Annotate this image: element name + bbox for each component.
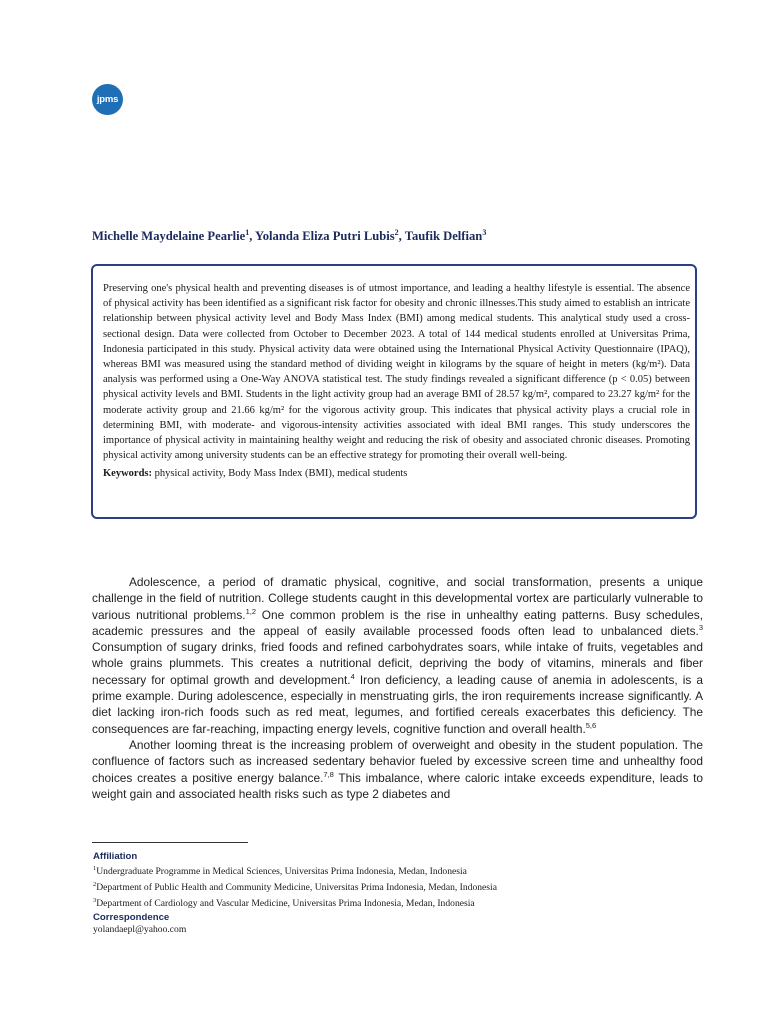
keywords-text: physical activity, Body Mass Index (BMI), medical students [154, 468, 408, 480]
citation-marker: 7,8 [323, 769, 334, 779]
body-text-run: Consumption of sugary drinks, fried foods and refined carbohydrates soars, while intake of fruits, vegetables and whole grains plummets. This creates a nutritional deficit, depriving the body of vitamins, minerals and fiber necessary for optimal growth and development. [92, 640, 703, 687]
author-affiliation-marker: 1 [245, 228, 250, 237]
footnote-divider [92, 842, 248, 843]
affiliation-text: Department of Cardiology and Vascular Medicine, Universitas Prima Indonesia, Medan, Indonesia [96, 897, 475, 909]
journal-logo [92, 84, 123, 115]
body-paragraph [92, 737, 703, 802]
author-name: Michelle Maydelaine Pearlie [92, 229, 246, 244]
body-text-run: Adolescence, a period of dramatic physical, cognitive, and social transformation, presents a unique challenge in the field of nutrition. College students caught in this developmental vortex are particularly vulnerable to various nutritional problems. [92, 575, 703, 622]
correspondence-heading: Correspondence [93, 912, 170, 923]
citation-marker: 3 [698, 622, 703, 632]
abstract-text: Preserving one's physical health and preventing diseases is of utmost importance, and leading a healthy lifestyle is essential. The absence of physical activity has been identified as a significant risk factor for obesity and chronic illnesses.This study aimed to establish an intricate relationship between physical activity level and Body Mass Index (BMI) among medical students. This analytical study used a cross-sectional design. Data were collected from October to December 2023. A total of 144 medical students enrolled at Universitas Prima, Indonesia participated in this study. Physical activity data were obtained using the International Physical Activity Questionnaire (IPAQ), whereas BMI was measured using the standard method of dividing weight in kilograms by the square of height in meters (kg/m²). Data analysis was performed using a One-Way ANOVA statistical test. The study findings revealed a significant difference (p < 0.05) between physical activity levels and BMI. Students in the light activity group had an average BMI of 28.57 kg/m², compared to 23.27 kg/m² for the moderate activity group and 21.66 kg/m² for the vigorous activity group. This indicates that physical activity plays a crucial role in determining BMI, with moderate- and vigorous-intensity activities associated with ideal BMI ranges. This study underscores the importance of physical activity in maintaining healthy weight and reducing the risk of obesity and associated chronic diseases. Promoting physical activity among university students can be an effective strategy for promoting their overall well-being. [103, 283, 690, 462]
citation-marker: 4 [350, 671, 355, 681]
body-text [92, 574, 703, 802]
affiliation-number: 3 [93, 896, 97, 904]
author-list: Michelle Maydelaine Pearlie$^1$, Yolanda Eliza Putri Lubis$^2$, Taufik Delfian$^3$ [92, 228, 487, 244]
journal-logo-text: jpms [96, 94, 119, 105]
body-text-run: One common problem is the rise in unhealthy eating patterns. Busy schedules, academic pressures and the appeal of easily available processed foods often lead to unbalanced diets. [92, 607, 704, 638]
affiliation-item [93, 879, 713, 895]
affiliation-text: Department of Public Health and Community Medicine, Universitas Prima Indonesia, Medan, Indonesia [96, 882, 497, 894]
body-paragraph [92, 574, 703, 737]
correspondence-section [93, 912, 493, 937]
correspondence-email: yolandaepl@yahoo.com [93, 924, 187, 936]
affiliation-item [93, 895, 713, 911]
body-text-run: Iron deficiency, a leading cause of anemia in adolescents, is a prime example. During adolescence, especially in menstruating girls, the iron requirements increase significantly. A diet lacking iron-rich foods such as red meat, legumes, and fortified cereals exacerbates this deficiency. The consequences are far-reaching, impacting energy levels, cognitive function and overall health. [92, 672, 704, 736]
citation-marker: 5,6 [585, 720, 597, 730]
affiliation-text: Undergraduate Programme in Medical Sciences, Universitas Prima Indonesia, Medan, Indonesia [96, 866, 467, 878]
affiliation-number: 2 [93, 881, 97, 888]
author-name: Yolanda Eliza Putri Lubis [255, 229, 395, 244]
affiliation-heading: Affiliation [93, 851, 138, 862]
keywords-line [103, 466, 690, 481]
author-affiliation-marker: 2 [394, 228, 399, 237]
body-text-run: This imbalance, where caloric intake exceeds expenditure, leads to weight gain and associated health risks such as type 2 diabetes and [92, 770, 703, 801]
citation-marker: 1,2 [245, 606, 257, 616]
author-affiliation-marker: 3 [482, 228, 487, 237]
affiliation-number: 1 [93, 865, 97, 873]
affiliation-section [93, 851, 713, 910]
author-name: Taufik Delfian [404, 229, 483, 244]
body-text-run: Another looming threat is the increasing problem of overweight and obesity in the student population. The confluence of factors such as increased sedentary behavior fueled by excessive screen time and unhealthy food choices creates a positive energy balance. [92, 737, 703, 785]
affiliation-item [93, 863, 713, 879]
keywords-label: Keywords: [103, 468, 152, 480]
abstract-box [91, 264, 697, 519]
